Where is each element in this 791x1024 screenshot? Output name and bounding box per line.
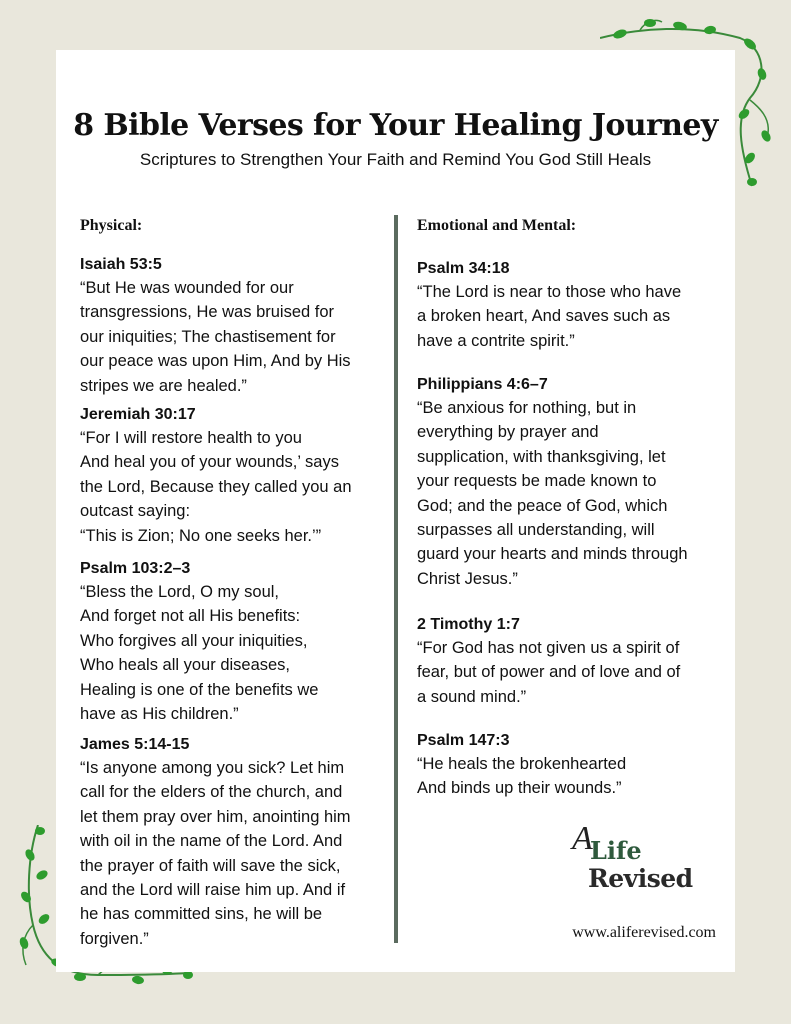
verse-psalm-147	[417, 730, 727, 801]
verse-jeremiah	[80, 404, 390, 558]
physical-verses	[80, 254, 390, 951]
website-url: www.aliferevised.com	[572, 924, 716, 941]
verse-psalm-34	[417, 258, 727, 374]
logo-a: A	[572, 820, 593, 857]
verse-reference: Psalm 34:18	[417, 260, 510, 277]
verse-2-timothy	[417, 614, 727, 730]
verse-sheet	[56, 50, 735, 972]
verse-text: “The Lord is near to those who have a broken heart, And saves such as have a contrite spirit.”	[417, 283, 682, 350]
verse-text: “For I will restore health to you And heal you of your wounds,’ says the Lord, Because they called you an outcast saying: “This is Zion; No one seeks her.’”	[80, 429, 352, 545]
page-title: 8 Bible Verses for Your Healing Journey	[73, 108, 718, 143]
logo-revised: Revised	[588, 864, 693, 893]
column-divider	[394, 215, 398, 943]
emotional-mental-heading: Emotional and Mental:	[417, 217, 577, 234]
verse-text: “Bless the Lord, O my soul, And forget not all His benefits: Who forgives all your iniquities, Who heals all your diseases, Healing is one of the benefits we have as His children.”	[80, 583, 319, 724]
verse-reference: Psalm 147:3	[417, 732, 510, 749]
verse-text: “Be anxious for nothing, but in everything by prayer and supplication, with thanksgiving, let your requests be made known to God; and the peace of God, which surpasses all understanding, will guard your hearts and minds through Christ Jesus.”	[417, 399, 688, 588]
verse-reference: Philippians 4:6–7	[417, 376, 548, 393]
physical-heading: Physical:	[80, 217, 143, 234]
verse-text: “But He was wounded for our transgressions, He was bruised for our iniquities; The chastisement for our peace was upon Him, And by His stripes we are healed.”	[80, 279, 351, 395]
verse-psalm-103	[80, 558, 390, 734]
verse-text: “He heals the brokenhearted And binds up their wounds.”	[417, 755, 627, 798]
verse-text: “Is anyone among you sick? Let him call for the elders of the church, and let them pray over him, anointing him with oil in the name of the Lord. And the prayer of faith will save the sick, and the Lord will raise him up. And if he has committed sins, he will be forgiven.”	[80, 759, 351, 948]
verse-isaiah	[80, 254, 390, 404]
logo-life: Life	[590, 836, 642, 865]
verse-text: “For God has not given us a spirit of fear, but of power and of love and of a sound mind.”	[417, 639, 681, 706]
verse-philippians	[417, 374, 727, 614]
verse-reference: Isaiah 53:5	[80, 256, 162, 273]
a-life-revised-logo	[564, 820, 704, 910]
page-subtitle: Scriptures to Strengthen Your Faith and Remind You God Still Heals	[139, 150, 652, 169]
verse-reference: 2 Timothy 1:7	[417, 616, 520, 633]
verse-james	[80, 734, 390, 951]
verse-reference: Jeremiah 30:17	[80, 406, 196, 423]
verse-reference: James 5:14-15	[80, 736, 190, 753]
verse-reference: Psalm 103:2–3	[80, 560, 191, 577]
emotional-mental-verses	[417, 258, 727, 801]
